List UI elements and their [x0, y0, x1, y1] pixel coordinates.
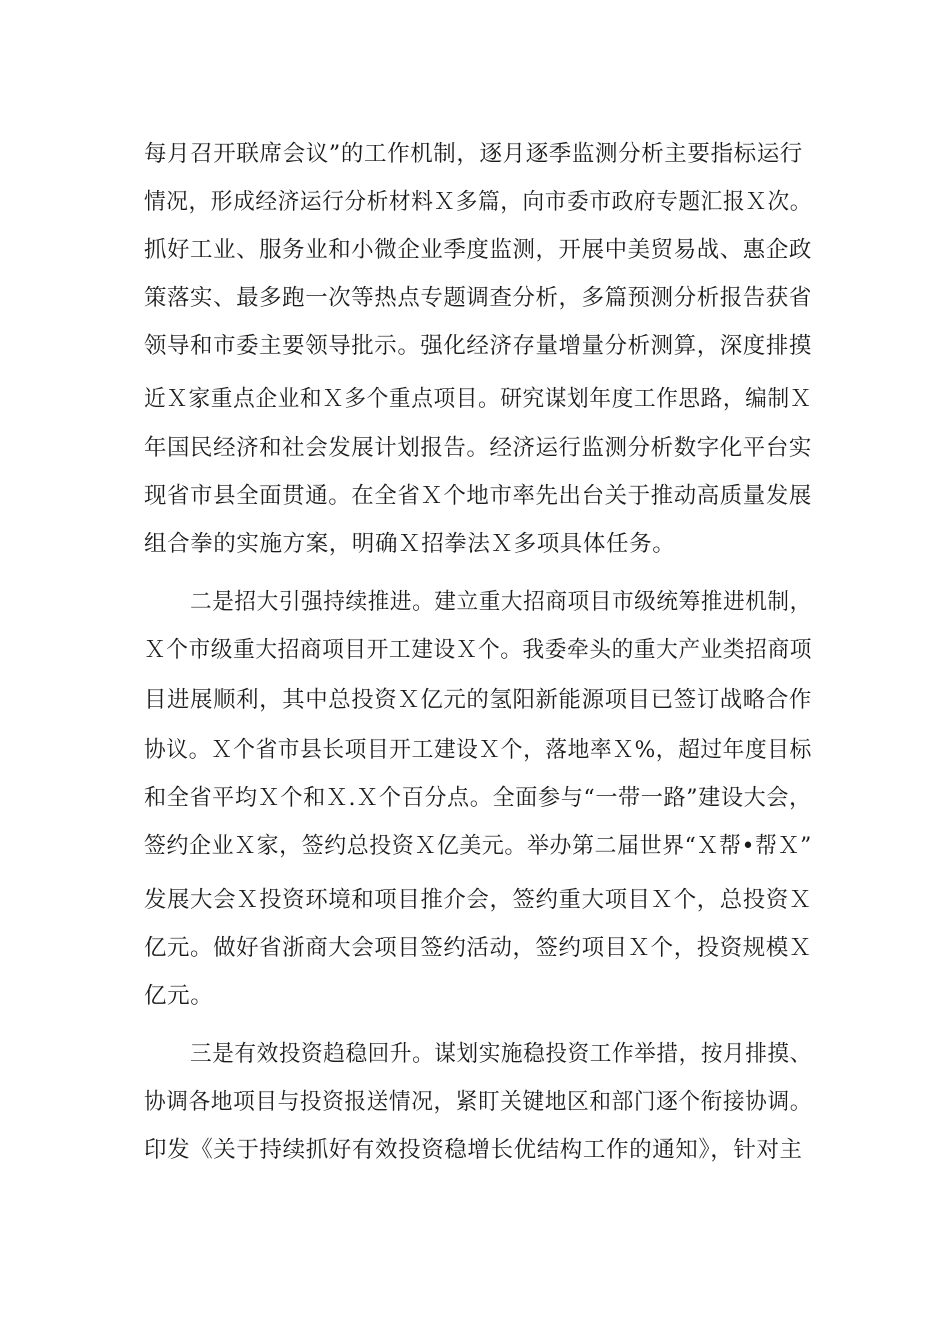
text-line: 近Ｘ家重点企业和Ｘ多个重点项目。研究谋划年度工作思路，编制Ｘ: [144, 386, 812, 412]
text-line: 亿元。做好省浙商大会项目签约活动，签约项目Ｘ个，投资规模Ｘ: [144, 935, 812, 961]
text-line: 策落实、最多跑一次等热点专题调查分析，多篇预测分析报告获省: [144, 285, 812, 311]
text-line: 亿元。: [144, 983, 214, 1009]
text-line: 签约企业Ｘ家，签约总投资Ｘ亿美元。举办第二届世界“Ｘ帮•帮Ｘ”: [144, 833, 812, 859]
text-line: 目进展顺利，其中总投资Ｘ亿元的氢阳新能源项目已签订战略合作: [144, 687, 812, 713]
text-line: 协议。Ｘ个省市县长项目开工建设Ｘ个，落地率Ｘ%，超过年度目标: [144, 737, 812, 763]
text-line: 印发《关于持续抓好有效投资稳增长优结构工作的通知》，针对主: [144, 1137, 803, 1163]
text-line: Ｘ个市级重大招商项目开工建设Ｘ个。我委牵头的重大产业类招商项: [144, 637, 812, 663]
text-line: 发展大会Ｘ投资环境和项目推介会，签约重大项目Ｘ个，总投资Ｘ: [144, 887, 812, 913]
text-line: 情况，形成经济运行分析材料Ｘ多篇，向市委市政府专题汇报Ｘ次。: [144, 189, 812, 215]
text-line: 年国民经济和社会发展计划报告。经济运行监测分析数字化平台实: [144, 435, 812, 461]
text-line: 每月召开联席会议”的工作机制，逐月逐季监测分析主要指标运行: [144, 141, 803, 167]
text-line: 领导和市委主要领导批示。强化经济存量增量分析测算，深度排摸: [144, 333, 812, 359]
text-line: 组合拳的实施方案，明确Ｘ招拳法Ｘ多项具体任务。: [144, 531, 676, 557]
text-line: 现省市县全面贯通。在全省Ｘ个地市率先出台关于推动高质量发展: [144, 483, 812, 509]
text-line: 抓好工业、服务业和小微企业季度监测，开展中美贸易战、惠企政: [144, 237, 812, 263]
text-line: 协调各地项目与投资报送情况，紧盯关键地区和部门逐个衔接协调。: [144, 1089, 812, 1115]
text-line: 和全省平均Ｘ个和Ｘ.Ｘ个百分点。全面参与“一带一路”建设大会，: [144, 785, 812, 811]
paragraph-first-line: 二是招大引强持续推进。建立重大招商项目市级统筹推进机制，: [190, 589, 812, 615]
paragraph-first-line: 三是有效投资趋稳回升。谋划实施稳投资工作举措，按月排摸、: [190, 1041, 812, 1067]
